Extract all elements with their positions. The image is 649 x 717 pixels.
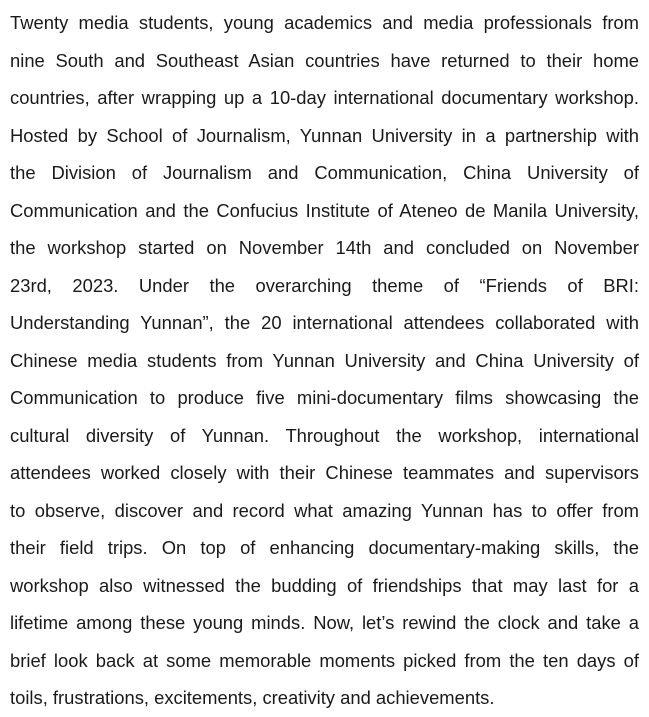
text-line: cultural diversity of Yunnan. Throughout the workshop, international xyxy=(10,424,639,446)
text-line: nine South and Southeast Asian countries have returned to their home xyxy=(10,49,639,71)
text-line: 23rd, 2023. Under the overarching theme of “Friends of BRI: xyxy=(10,274,639,296)
text-line: Twenty media students, young academics and media professionals from xyxy=(10,12,639,33)
text-line: workshop also witnessed the budding of friendships that may last for a xyxy=(10,574,639,596)
text-line: Chinese media students from Yunnan University and China University of xyxy=(10,349,639,371)
text-line: the workshop started on November 14th and concluded on November xyxy=(10,237,639,258)
text-line: attendees worked closely with their Chinese teammates and supervisors xyxy=(10,462,639,483)
text-line: Communication to produce five mini-documentary films showcasing the xyxy=(10,387,639,408)
text-line: the Division of Journalism and Communication, China University of xyxy=(10,162,639,183)
text-line: lifetime among these young minds. Now, let’s rewind the clock and take a xyxy=(10,612,639,633)
text-line: countries, after wrapping up a 10-day international documentary workshop. xyxy=(10,87,639,108)
text-line: Communication and the Confucius Institute of Ateneo de Manila University, xyxy=(10,199,639,221)
text-line: to observe, discover and record what amazing Yunnan has to offer from xyxy=(10,499,639,521)
text-line: their field trips. On top of enhancing documentary-making skills, the xyxy=(10,537,639,558)
text-line: brief look back at some memorable moments picked from the ten days of xyxy=(10,649,639,671)
text-line-last: toils, frustrations, excitements, creativity and achievements. xyxy=(10,687,495,708)
text-line: Understanding Yunnan”, the 20 international attendees collaborated with xyxy=(10,312,639,333)
text-line: Hosted by School of Journalism, Yunnan University in a partnership with xyxy=(10,124,639,146)
